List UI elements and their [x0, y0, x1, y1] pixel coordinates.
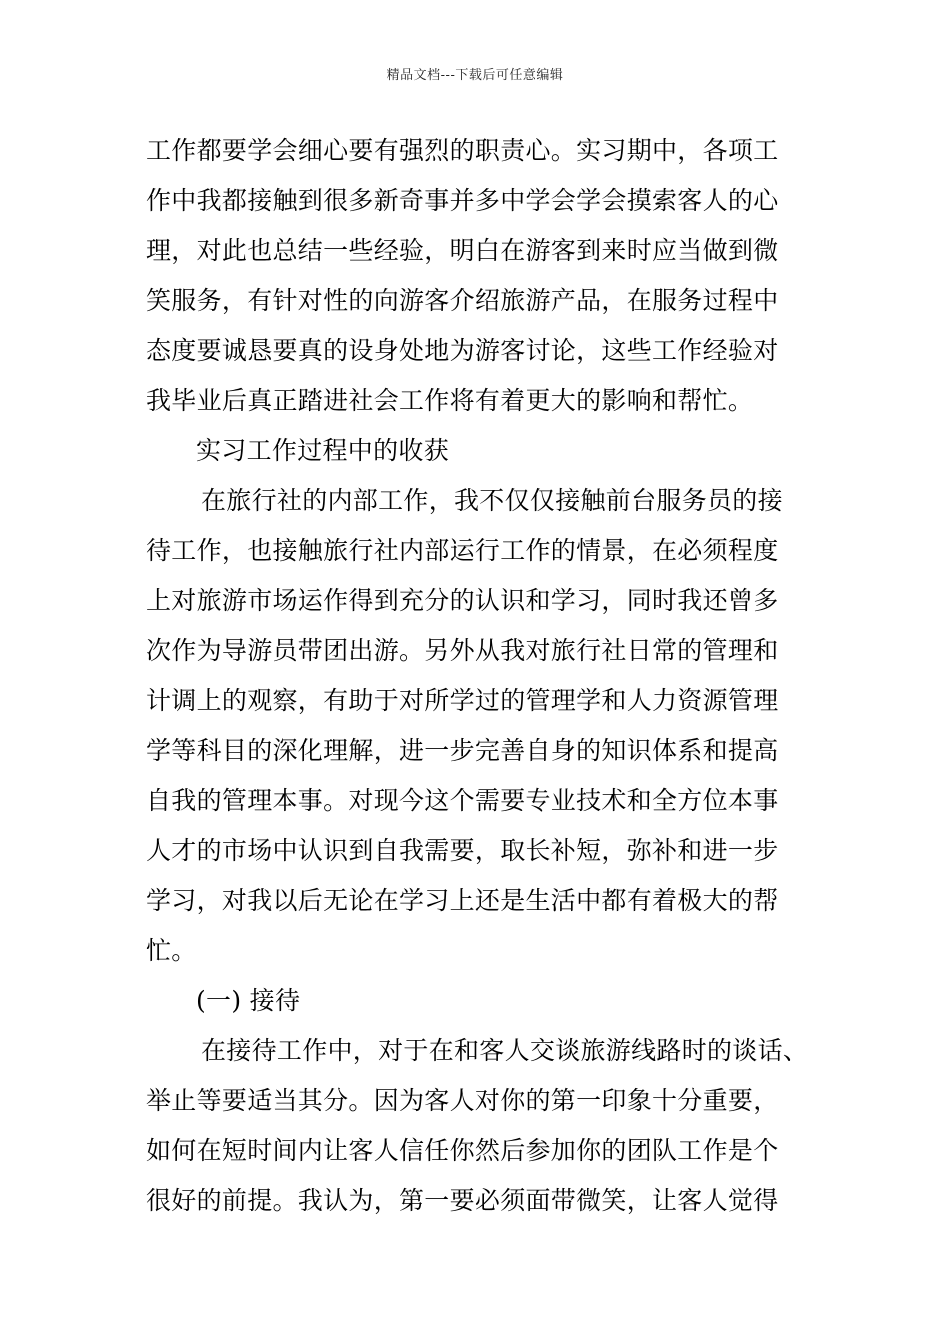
- text-line: 我毕业后真正踏进社会工作将有着更大的影响和帮忙。: [146, 386, 754, 415]
- section-heading: 实习工作过程中的收获: [196, 436, 450, 465]
- text-line: 待工作，也接触旅行社内部运行工作的情景，在必须程度: [146, 536, 779, 565]
- text-line: 举止等要适当其分。因为客人对你的第一印象十分重要，: [146, 1086, 779, 1115]
- text-line: 态度要诚恳要真的设身处地为游客讨论，这些工作经验对: [146, 336, 779, 365]
- text-line: 在旅行社的内部工作，我不仅仅接触前台服务员的接: [201, 486, 783, 515]
- text-line: 人才的市场中认识到自我需要，取长补短，弥补和进一步: [146, 836, 779, 865]
- text-line: 作中我都接触到很多新奇事并多中学会学会摸索客人的心: [146, 186, 779, 215]
- text-line: 在接待工作中，对于在和客人交谈旅游线路时的谈话、: [201, 1036, 809, 1065]
- text-line: 理，对此也总结一些经验，明白在游客到来时应当做到微: [146, 236, 779, 265]
- text-line: 学习，对我以后无论在学习上还是生活中都有着极大的帮: [146, 886, 779, 915]
- text-line: 忙。: [146, 936, 197, 965]
- text-line: 如何在短时间内让客人信任你然后参加你的团队工作是个: [146, 1136, 779, 1165]
- text-line: 次作为导游员带团出游。另外从我对旅行社日常的管理和: [146, 636, 779, 665]
- text-line: 自我的管理本事。对现今这个需要专业技术和全方位本事: [146, 786, 779, 815]
- document-body: [146, 126, 816, 1226]
- text-line: 学等科目的深化理解，进一步完善自身的知识体系和提高: [146, 736, 779, 765]
- text-line: 工作都要学会细心要有强烈的职责心。实习期中，各项工: [146, 136, 779, 165]
- text-line: 笑服务，有针对性的向游客介绍旅游产品，在服务过程中: [146, 286, 779, 315]
- page-header: 精品文档---下载后可任意编辑: [386, 68, 564, 83]
- text-line: 很好的前提。我认为，第一要必须面带微笑，让客人觉得: [146, 1186, 779, 1215]
- text-line: 计调上的观察，有助于对所学过的管理学和人力资源管理: [146, 686, 779, 715]
- text-line: 上对旅游市场运作得到充分的认识和学习，同时我还曾多: [146, 586, 779, 615]
- subsection-heading: (一) 接待: [196, 986, 301, 1015]
